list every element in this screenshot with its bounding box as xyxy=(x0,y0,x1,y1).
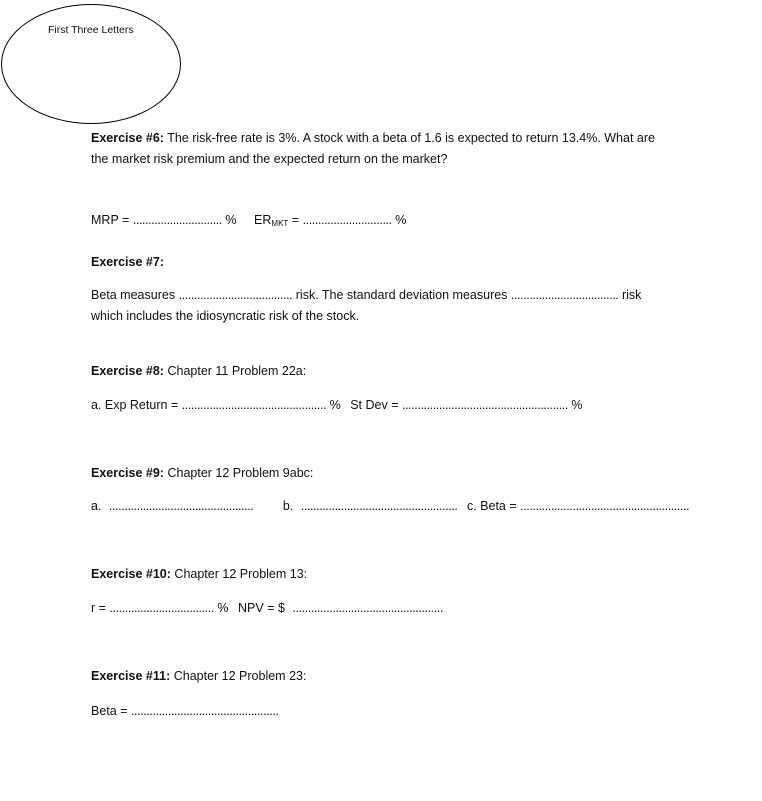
name-box-label: First Three Letters xyxy=(48,24,134,36)
ex6-er-eq: = xyxy=(291,213,300,227)
ex10-answer-line xyxy=(91,601,443,615)
ex6-text-line2: the market risk premium and the expected return on the market? xyxy=(91,152,448,166)
ex9-a-blank[interactable]: ............................................... xyxy=(108,499,254,513)
ex8-stdev-blank[interactable]: ...................................................... xyxy=(402,398,568,412)
ex8-title: Exercise #8: xyxy=(91,364,164,378)
ex6-mrp-label: MRP = xyxy=(91,213,130,227)
ex10-r-pct: % xyxy=(217,601,229,615)
ex11-heading xyxy=(91,669,306,683)
ex6-er-pct: % xyxy=(395,213,407,227)
ex10-subtitle: Chapter 12 Problem 13: xyxy=(174,567,308,581)
ex10-npv-blank[interactable]: ................................................. xyxy=(292,601,443,615)
ex9-a-label: a. xyxy=(91,499,102,513)
ex7-end-text: risk xyxy=(621,288,642,302)
ex9-b-label: b. xyxy=(282,499,294,513)
ex11-beta-label: Beta = xyxy=(91,704,128,718)
ex6-answer-line xyxy=(91,213,406,228)
ex8-heading xyxy=(91,364,306,378)
ex7-mid-text: risk. The standard deviation measures xyxy=(295,288,508,302)
ex11-beta-blank[interactable]: ................................................ xyxy=(130,704,279,718)
ex8-stdev-pct: % xyxy=(571,398,583,412)
name-box-oval xyxy=(1,4,181,124)
ex10-heading xyxy=(91,567,307,581)
ex7-title: Exercise #7: xyxy=(91,255,164,269)
ex6-er-label: ER xyxy=(254,213,272,227)
ex9-heading xyxy=(91,466,313,480)
ex6-er-blank[interactable]: ............................. xyxy=(302,213,392,227)
ex8-subtitle: Chapter 11 Problem 22a: xyxy=(167,364,307,378)
ex9-answer-line xyxy=(91,499,689,513)
ex8-exp-label: a. Exp Return = xyxy=(91,398,179,412)
ex8-exp-pct: % xyxy=(329,398,341,412)
ex6-text-line1: The risk-free rate is 3%. A stock with a beta of 1.6 is expected to return 13.4%. What are xyxy=(167,131,655,145)
ex10-title: Exercise #10: xyxy=(91,567,171,581)
ex9-b-blank[interactable]: ................................................... xyxy=(300,499,458,513)
ex8-stdev-label: St Dev = xyxy=(350,398,399,412)
ex6-mrp-blank[interactable]: ............................. xyxy=(132,213,222,227)
ex9-c-label: c. Beta = xyxy=(466,499,517,513)
ex9-c-blank[interactable]: ....................................................... xyxy=(520,499,690,513)
ex7-blank2[interactable]: ................................... xyxy=(510,288,619,302)
ex10-r-blank[interactable]: .................................. xyxy=(109,601,214,615)
ex8-answer-line xyxy=(91,398,583,412)
ex10-npv-label: NPV = $ xyxy=(238,601,285,615)
ex11-subtitle: Chapter 12 Problem 23: xyxy=(173,669,307,683)
ex10-r-label: r = xyxy=(91,601,106,615)
ex9-title: Exercise #9: xyxy=(91,466,164,480)
ex8-exp-blank[interactable]: ............................................... xyxy=(181,398,327,412)
ex6-question-line1 xyxy=(91,131,655,145)
ex6-er-sub: MKT xyxy=(271,219,289,228)
ex7-line2: which includes the idiosyncratic risk of the stock. xyxy=(91,309,360,323)
ex7-beta-label: Beta measures xyxy=(91,288,176,302)
ex11-answer-line xyxy=(91,704,278,718)
ex11-title: Exercise #11: xyxy=(91,669,171,683)
ex7-line1 xyxy=(91,288,641,302)
ex6-mrp-pct: % xyxy=(225,213,237,227)
ex9-subtitle: Chapter 12 Problem 9abc: xyxy=(167,466,314,480)
ex6-title: Exercise #6: xyxy=(91,131,164,145)
ex7-blank1[interactable]: ..................................... xyxy=(178,288,293,302)
